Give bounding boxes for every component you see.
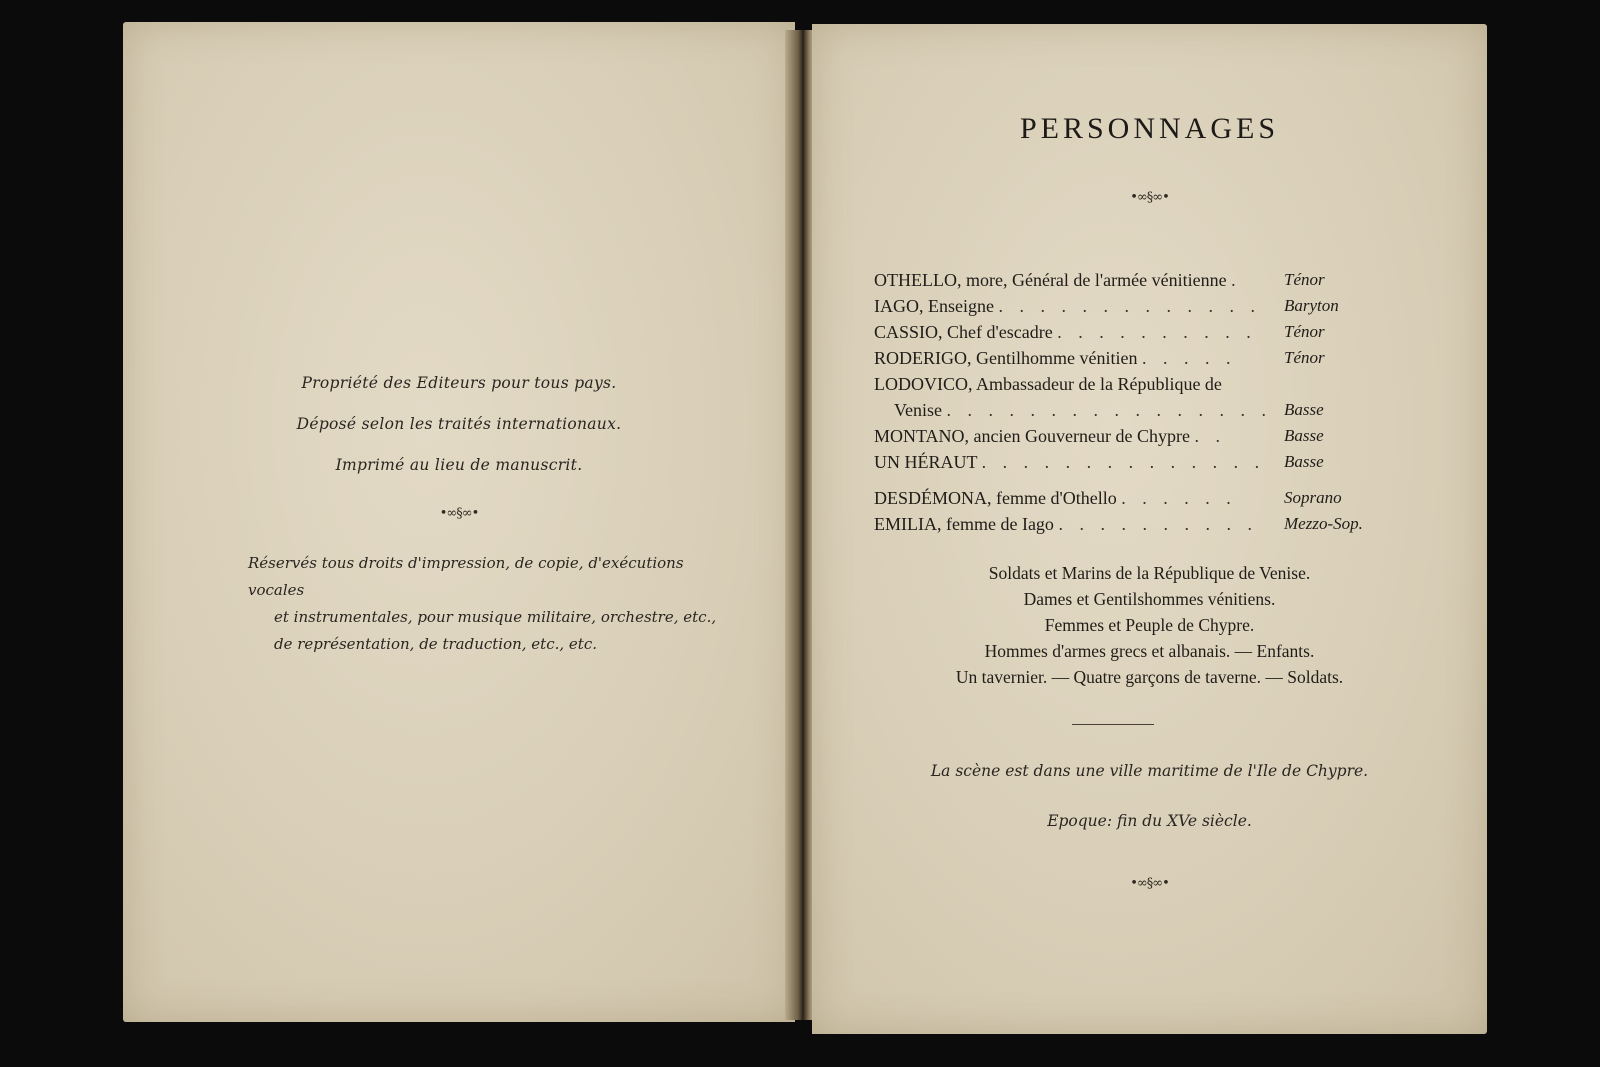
right-page	[812, 24, 1487, 1034]
voice-type: Mezzo-Sop.	[1284, 514, 1363, 533]
chorus-line: Femmes et Peuple de Chypre.	[1044, 615, 1255, 635]
book-gutter	[785, 30, 815, 1020]
cast-row: MONTANO, ancien Gouverneur de Chypre . . Basse	[874, 426, 1324, 446]
notice-property: Propriété des Editeurs pour tous pays.	[301, 374, 617, 392]
chorus-line: Hommes d'armes grecs et albanais. — Enfants.	[984, 641, 1315, 661]
voice-type: Baryton	[1284, 296, 1339, 315]
cast-row: OTHELLO, more, Général de l'armée vénitienne . Ténor	[874, 270, 1325, 290]
horizontal-rule	[1072, 724, 1154, 725]
scene-setting: La scène est dans une ville maritime de l'Ile de Chypre.	[930, 762, 1369, 780]
voice-type: Ténor	[1284, 322, 1325, 341]
chorus-line: Un tavernier. — Quatre garçons de taverne. — Soldats.	[955, 667, 1344, 687]
voice-type: Ténor	[1284, 270, 1325, 289]
cast-row: Venise . . . . . . . . . . . . . . . . Basse	[894, 400, 1324, 420]
cast-row: EMILIA, femme de Iago . . . . . . . . . . Mezzo-Sop.	[874, 514, 1363, 534]
cast-row: RODERIGO, Gentilhomme vénitien . . . . . Ténor	[874, 348, 1325, 368]
notice-deposit: Déposé selon les traités internationaux.	[296, 415, 622, 433]
chorus-list	[812, 560, 1487, 690]
voice-type: Basse	[1284, 426, 1324, 445]
page-title: PERSONNAGES	[1019, 112, 1280, 145]
chorus-line: Soldats et Marins de la République de Venise.	[988, 563, 1311, 583]
ornament-divider-icon: •∞§∞•	[439, 506, 479, 521]
cast-row: UN HÉRAUT . . . . . . . . . . . . . . Basse	[874, 452, 1324, 472]
cast-list	[874, 270, 1434, 540]
cast-row: IAGO, Enseigne . . . . . . . . . . . . . Baryton	[874, 296, 1339, 316]
voice-type: Ténor	[1284, 348, 1325, 367]
ornament-divider-icon: •∞§∞•	[1130, 876, 1169, 891]
left-page	[123, 22, 795, 1022]
scene-epoch: Epoque: fin du XVe siècle.	[1047, 812, 1252, 830]
rights-line: et instrumentales, pour musique militaire, orchestre, etc.,	[274, 608, 717, 626]
ornament-divider-icon: •∞§∞•	[1130, 190, 1169, 205]
cast-row: CASSIO, Chef d'escadre . . . . . . . . . . Ténor	[874, 322, 1325, 342]
voice-type: Soprano	[1284, 488, 1342, 507]
cast-row: DESDÉMONA, femme d'Othello . . . . . . Soprano	[874, 488, 1342, 508]
rights-reserved-text	[248, 550, 718, 658]
cast-row: LODOVICO, Ambassadeur de la République de	[874, 374, 1222, 394]
rights-line: de représentation, de traduction, etc., etc.	[274, 635, 597, 653]
voice-type: Basse	[1284, 452, 1324, 471]
notice-printed: Imprimé au lieu de manuscrit.	[335, 456, 583, 474]
voice-type: Basse	[1284, 400, 1324, 419]
chorus-line: Dames et Gentilshommes vénitiens.	[1023, 589, 1276, 609]
rights-line: Réservés tous droits d'impression, de copie, d'exécutions vocales	[248, 554, 684, 599]
